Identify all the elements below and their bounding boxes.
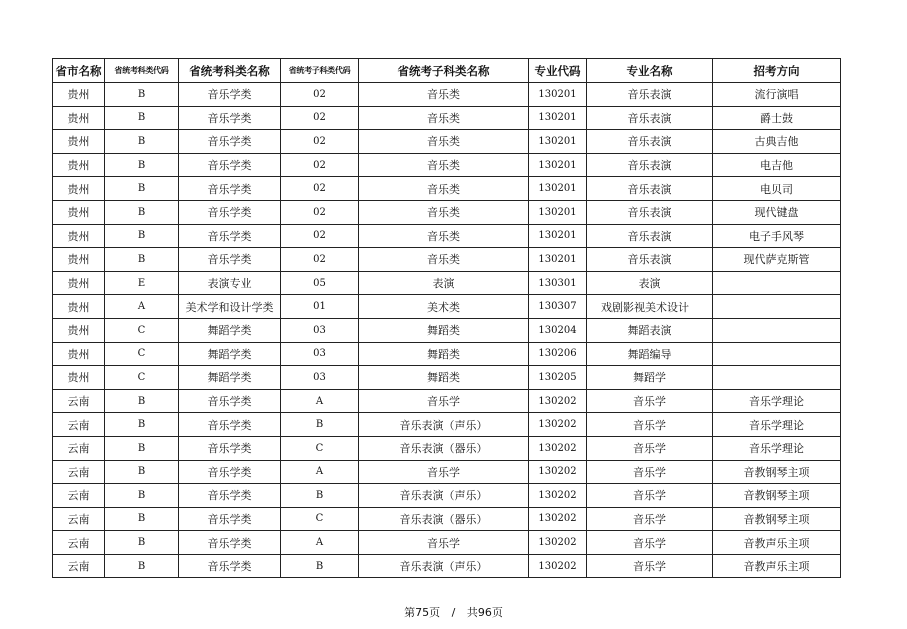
cell-province: 云南: [53, 507, 105, 531]
cell-category-code: B: [105, 153, 179, 177]
cell-category-code: B: [105, 389, 179, 413]
cell-category-code: B: [105, 460, 179, 484]
cell-direction: 爵士鼓: [713, 106, 841, 130]
cell-category-code: B: [105, 531, 179, 555]
cell-category-code: B: [105, 177, 179, 201]
table-row: [53, 318, 841, 342]
cell-major-code: 130201: [529, 224, 587, 248]
table-row: [53, 436, 841, 460]
table-row: [53, 531, 841, 555]
header-direction: 招考方向: [713, 59, 841, 83]
cell-major-name: 音乐学: [587, 531, 713, 555]
header-category-name: 省统考科类名称: [179, 59, 281, 83]
cell-province: 云南: [53, 389, 105, 413]
cell-subcategory-code: B: [281, 413, 359, 437]
cell-subcategory-name: 音乐学: [359, 460, 529, 484]
cell-subcategory-name: 音乐表演（声乐）: [359, 484, 529, 508]
cell-province: 贵州: [53, 342, 105, 366]
cell-category-code: B: [105, 248, 179, 272]
cell-province: 贵州: [53, 271, 105, 295]
cell-direction: [713, 342, 841, 366]
cell-major-name: 音乐学: [587, 554, 713, 578]
cell-province: 贵州: [53, 106, 105, 130]
table-row: [53, 295, 841, 319]
cell-direction: 电子手风琴: [713, 224, 841, 248]
cell-province: 贵州: [53, 318, 105, 342]
cell-category-code: E: [105, 271, 179, 295]
cell-major-code: 130205: [529, 366, 587, 390]
cell-direction: 音乐学理论: [713, 413, 841, 437]
cell-major-code: 130202: [529, 460, 587, 484]
table-row: [53, 83, 841, 107]
cell-category-name: 音乐学类: [179, 130, 281, 154]
cell-major-code: 130201: [529, 248, 587, 272]
cell-subcategory-name: 音乐类: [359, 248, 529, 272]
cell-major-name: 音乐学: [587, 413, 713, 437]
table-row: [53, 271, 841, 295]
cell-subcategory-code: A: [281, 389, 359, 413]
cell-subcategory-name: 音乐表演（声乐）: [359, 554, 529, 578]
cell-major-name: 音乐学: [587, 484, 713, 508]
cell-subcategory-name: 音乐学: [359, 389, 529, 413]
cell-major-name: 音乐表演: [587, 200, 713, 224]
cell-direction: [713, 295, 841, 319]
cell-major-name: 音乐学: [587, 436, 713, 460]
cell-major-code: 130201: [529, 83, 587, 107]
cell-subcategory-name: 音乐类: [359, 224, 529, 248]
cell-category-name: 舞蹈学类: [179, 318, 281, 342]
cell-subcategory-name: 音乐类: [359, 200, 529, 224]
page-footer: [0, 604, 907, 620]
cell-subcategory-code: C: [281, 507, 359, 531]
cell-province: 云南: [53, 484, 105, 508]
cell-category-code: B: [105, 554, 179, 578]
cell-major-name: 音乐表演: [587, 248, 713, 272]
cell-subcategory-name: 音乐类: [359, 177, 529, 201]
cell-category-code: B: [105, 507, 179, 531]
header-major-name: 专业名称: [587, 59, 713, 83]
cell-subcategory-name: 美术类: [359, 295, 529, 319]
cell-major-code: 130204: [529, 318, 587, 342]
cell-province: 云南: [53, 531, 105, 555]
cell-category-name: 音乐学类: [179, 413, 281, 437]
table-row: [53, 342, 841, 366]
cell-major-name: 舞蹈表演: [587, 318, 713, 342]
cell-subcategory-code: 02: [281, 130, 359, 154]
cell-subcategory-code: 03: [281, 342, 359, 366]
cell-major-code: 130202: [529, 554, 587, 578]
cell-category-name: 音乐学类: [179, 554, 281, 578]
cell-major-name: 音乐表演: [587, 177, 713, 201]
cell-major-code: 130206: [529, 342, 587, 366]
cell-major-code: 130202: [529, 389, 587, 413]
cell-subcategory-name: 舞蹈类: [359, 318, 529, 342]
table-row: [53, 413, 841, 437]
cell-major-code: 130202: [529, 507, 587, 531]
cell-category-code: B: [105, 484, 179, 508]
cell-province: 贵州: [53, 200, 105, 224]
cell-category-code: C: [105, 342, 179, 366]
cell-province: 贵州: [53, 153, 105, 177]
table-row: [53, 106, 841, 130]
cell-category-name: 舞蹈学类: [179, 342, 281, 366]
cell-major-code: 130201: [529, 130, 587, 154]
cell-province: 贵州: [53, 248, 105, 272]
cell-subcategory-code: A: [281, 460, 359, 484]
page-number: 第75页: [404, 606, 441, 619]
page-total: 共96页: [466, 606, 503, 619]
cell-direction: 现代萨克斯管: [713, 248, 841, 272]
page-separator: /: [451, 606, 456, 619]
cell-subcategory-name: 音乐表演（器乐）: [359, 507, 529, 531]
cell-category-name: 音乐学类: [179, 389, 281, 413]
cell-direction: 电贝司: [713, 177, 841, 201]
table-row: [53, 130, 841, 154]
header-category-code: 省统考科类代码: [105, 59, 179, 83]
header-row: [53, 59, 841, 83]
cell-category-name: 音乐学类: [179, 224, 281, 248]
table-row: [53, 177, 841, 201]
cell-category-name: 舞蹈学类: [179, 366, 281, 390]
cell-subcategory-name: 音乐学: [359, 531, 529, 555]
cell-major-code: 130201: [529, 153, 587, 177]
cell-category-name: 音乐学类: [179, 484, 281, 508]
cell-direction: [713, 366, 841, 390]
cell-direction: 音教声乐主项: [713, 531, 841, 555]
cell-subcategory-name: 音乐表演（器乐）: [359, 436, 529, 460]
cell-category-name: 美术学和设计学类: [179, 295, 281, 319]
cell-category-code: B: [105, 83, 179, 107]
table-row: [53, 389, 841, 413]
table-row: [53, 554, 841, 578]
cell-category-name: 音乐学类: [179, 153, 281, 177]
header-subcategory-code: 省统考子科类代码: [281, 59, 359, 83]
cell-direction: [713, 318, 841, 342]
table-row: [53, 507, 841, 531]
cell-direction: 音教钢琴主项: [713, 484, 841, 508]
cell-category-name: 音乐学类: [179, 106, 281, 130]
cell-subcategory-name: 音乐类: [359, 106, 529, 130]
cell-category-name: 表演专业: [179, 271, 281, 295]
cell-category-name: 音乐学类: [179, 200, 281, 224]
cell-major-code: 130301: [529, 271, 587, 295]
table-row: [53, 200, 841, 224]
cell-category-name: 音乐学类: [179, 531, 281, 555]
cell-major-name: 舞蹈学: [587, 366, 713, 390]
cell-major-name: 舞蹈编导: [587, 342, 713, 366]
cell-direction: 音乐学理论: [713, 389, 841, 413]
cell-direction: 现代键盘: [713, 200, 841, 224]
cell-direction: [713, 271, 841, 295]
cell-subcategory-name: 舞蹈类: [359, 342, 529, 366]
cell-major-name: 音乐学: [587, 507, 713, 531]
cell-major-code: 130202: [529, 413, 587, 437]
cell-category-code: B: [105, 436, 179, 460]
table-row: [53, 248, 841, 272]
header-subcategory-name: 省统考子科类名称: [359, 59, 529, 83]
cell-major-code: 130201: [529, 106, 587, 130]
cell-subcategory-name: 舞蹈类: [359, 366, 529, 390]
cell-category-name: 音乐学类: [179, 460, 281, 484]
cell-subcategory-code: 02: [281, 83, 359, 107]
cell-subcategory-code: 02: [281, 200, 359, 224]
cell-subcategory-code: C: [281, 436, 359, 460]
cell-major-code: 130307: [529, 295, 587, 319]
cell-province: 云南: [53, 554, 105, 578]
cell-direction: 电吉他: [713, 153, 841, 177]
cell-subcategory-code: 02: [281, 248, 359, 272]
cell-major-name: 音乐学: [587, 460, 713, 484]
cell-subcategory-code: 02: [281, 153, 359, 177]
cell-province: 云南: [53, 413, 105, 437]
cell-major-code: 130201: [529, 200, 587, 224]
cell-direction: 流行演唱: [713, 83, 841, 107]
cell-major-name: 表演: [587, 271, 713, 295]
cell-direction: 古典吉他: [713, 130, 841, 154]
cell-subcategory-code: B: [281, 484, 359, 508]
cell-major-code: 130202: [529, 436, 587, 460]
cell-subcategory-code: B: [281, 554, 359, 578]
cell-major-name: 音乐学: [587, 389, 713, 413]
cell-subcategory-code: 03: [281, 366, 359, 390]
cell-direction: 音教钢琴主项: [713, 507, 841, 531]
cell-subcategory-code: 02: [281, 106, 359, 130]
cell-direction: 音教钢琴主项: [713, 460, 841, 484]
cell-province: 贵州: [53, 130, 105, 154]
cell-direction: 音乐学理论: [713, 436, 841, 460]
data-table: [52, 58, 841, 578]
table-row: [53, 224, 841, 248]
cell-category-name: 音乐学类: [179, 248, 281, 272]
cell-province: 云南: [53, 436, 105, 460]
cell-subcategory-name: 音乐类: [359, 153, 529, 177]
cell-category-code: C: [105, 318, 179, 342]
cell-major-code: 130202: [529, 531, 587, 555]
cell-province: 云南: [53, 460, 105, 484]
cell-category-code: B: [105, 130, 179, 154]
cell-category-code: B: [105, 224, 179, 248]
cell-subcategory-name: 音乐类: [359, 83, 529, 107]
cell-subcategory-code: A: [281, 531, 359, 555]
cell-category-name: 音乐学类: [179, 83, 281, 107]
cell-major-name: 音乐表演: [587, 224, 713, 248]
cell-category-code: C: [105, 366, 179, 390]
table-row: [53, 366, 841, 390]
cell-subcategory-code: 05: [281, 271, 359, 295]
cell-province: 贵州: [53, 295, 105, 319]
cell-category-name: 音乐学类: [179, 177, 281, 201]
cell-province: 贵州: [53, 83, 105, 107]
cell-major-name: 音乐表演: [587, 130, 713, 154]
cell-direction: 音教声乐主项: [713, 554, 841, 578]
cell-major-name: 戏剧影视美术设计: [587, 295, 713, 319]
cell-category-code: B: [105, 200, 179, 224]
cell-subcategory-name: 音乐类: [359, 130, 529, 154]
cell-subcategory-code: 01: [281, 295, 359, 319]
cell-major-code: 130202: [529, 484, 587, 508]
cell-province: 贵州: [53, 224, 105, 248]
cell-subcategory-code: 03: [281, 318, 359, 342]
cell-province: 贵州: [53, 177, 105, 201]
cell-subcategory-code: 02: [281, 224, 359, 248]
cell-major-name: 音乐表演: [587, 153, 713, 177]
cell-province: 贵州: [53, 366, 105, 390]
cell-category-name: 音乐学类: [179, 507, 281, 531]
cell-category-code: B: [105, 413, 179, 437]
table-row: [53, 484, 841, 508]
table-row: [53, 460, 841, 484]
cell-category-code: A: [105, 295, 179, 319]
cell-category-name: 音乐学类: [179, 436, 281, 460]
cell-subcategory-name: 音乐表演（声乐）: [359, 413, 529, 437]
header-major-code: 专业代码: [529, 59, 587, 83]
cell-major-name: 音乐表演: [587, 83, 713, 107]
table-row: [53, 153, 841, 177]
header-province: 省市名称: [53, 59, 105, 83]
cell-subcategory-name: 表演: [359, 271, 529, 295]
cell-major-name: 音乐表演: [587, 106, 713, 130]
table-body: [53, 83, 841, 578]
cell-subcategory-code: 02: [281, 177, 359, 201]
cell-category-code: B: [105, 106, 179, 130]
cell-major-code: 130201: [529, 177, 587, 201]
